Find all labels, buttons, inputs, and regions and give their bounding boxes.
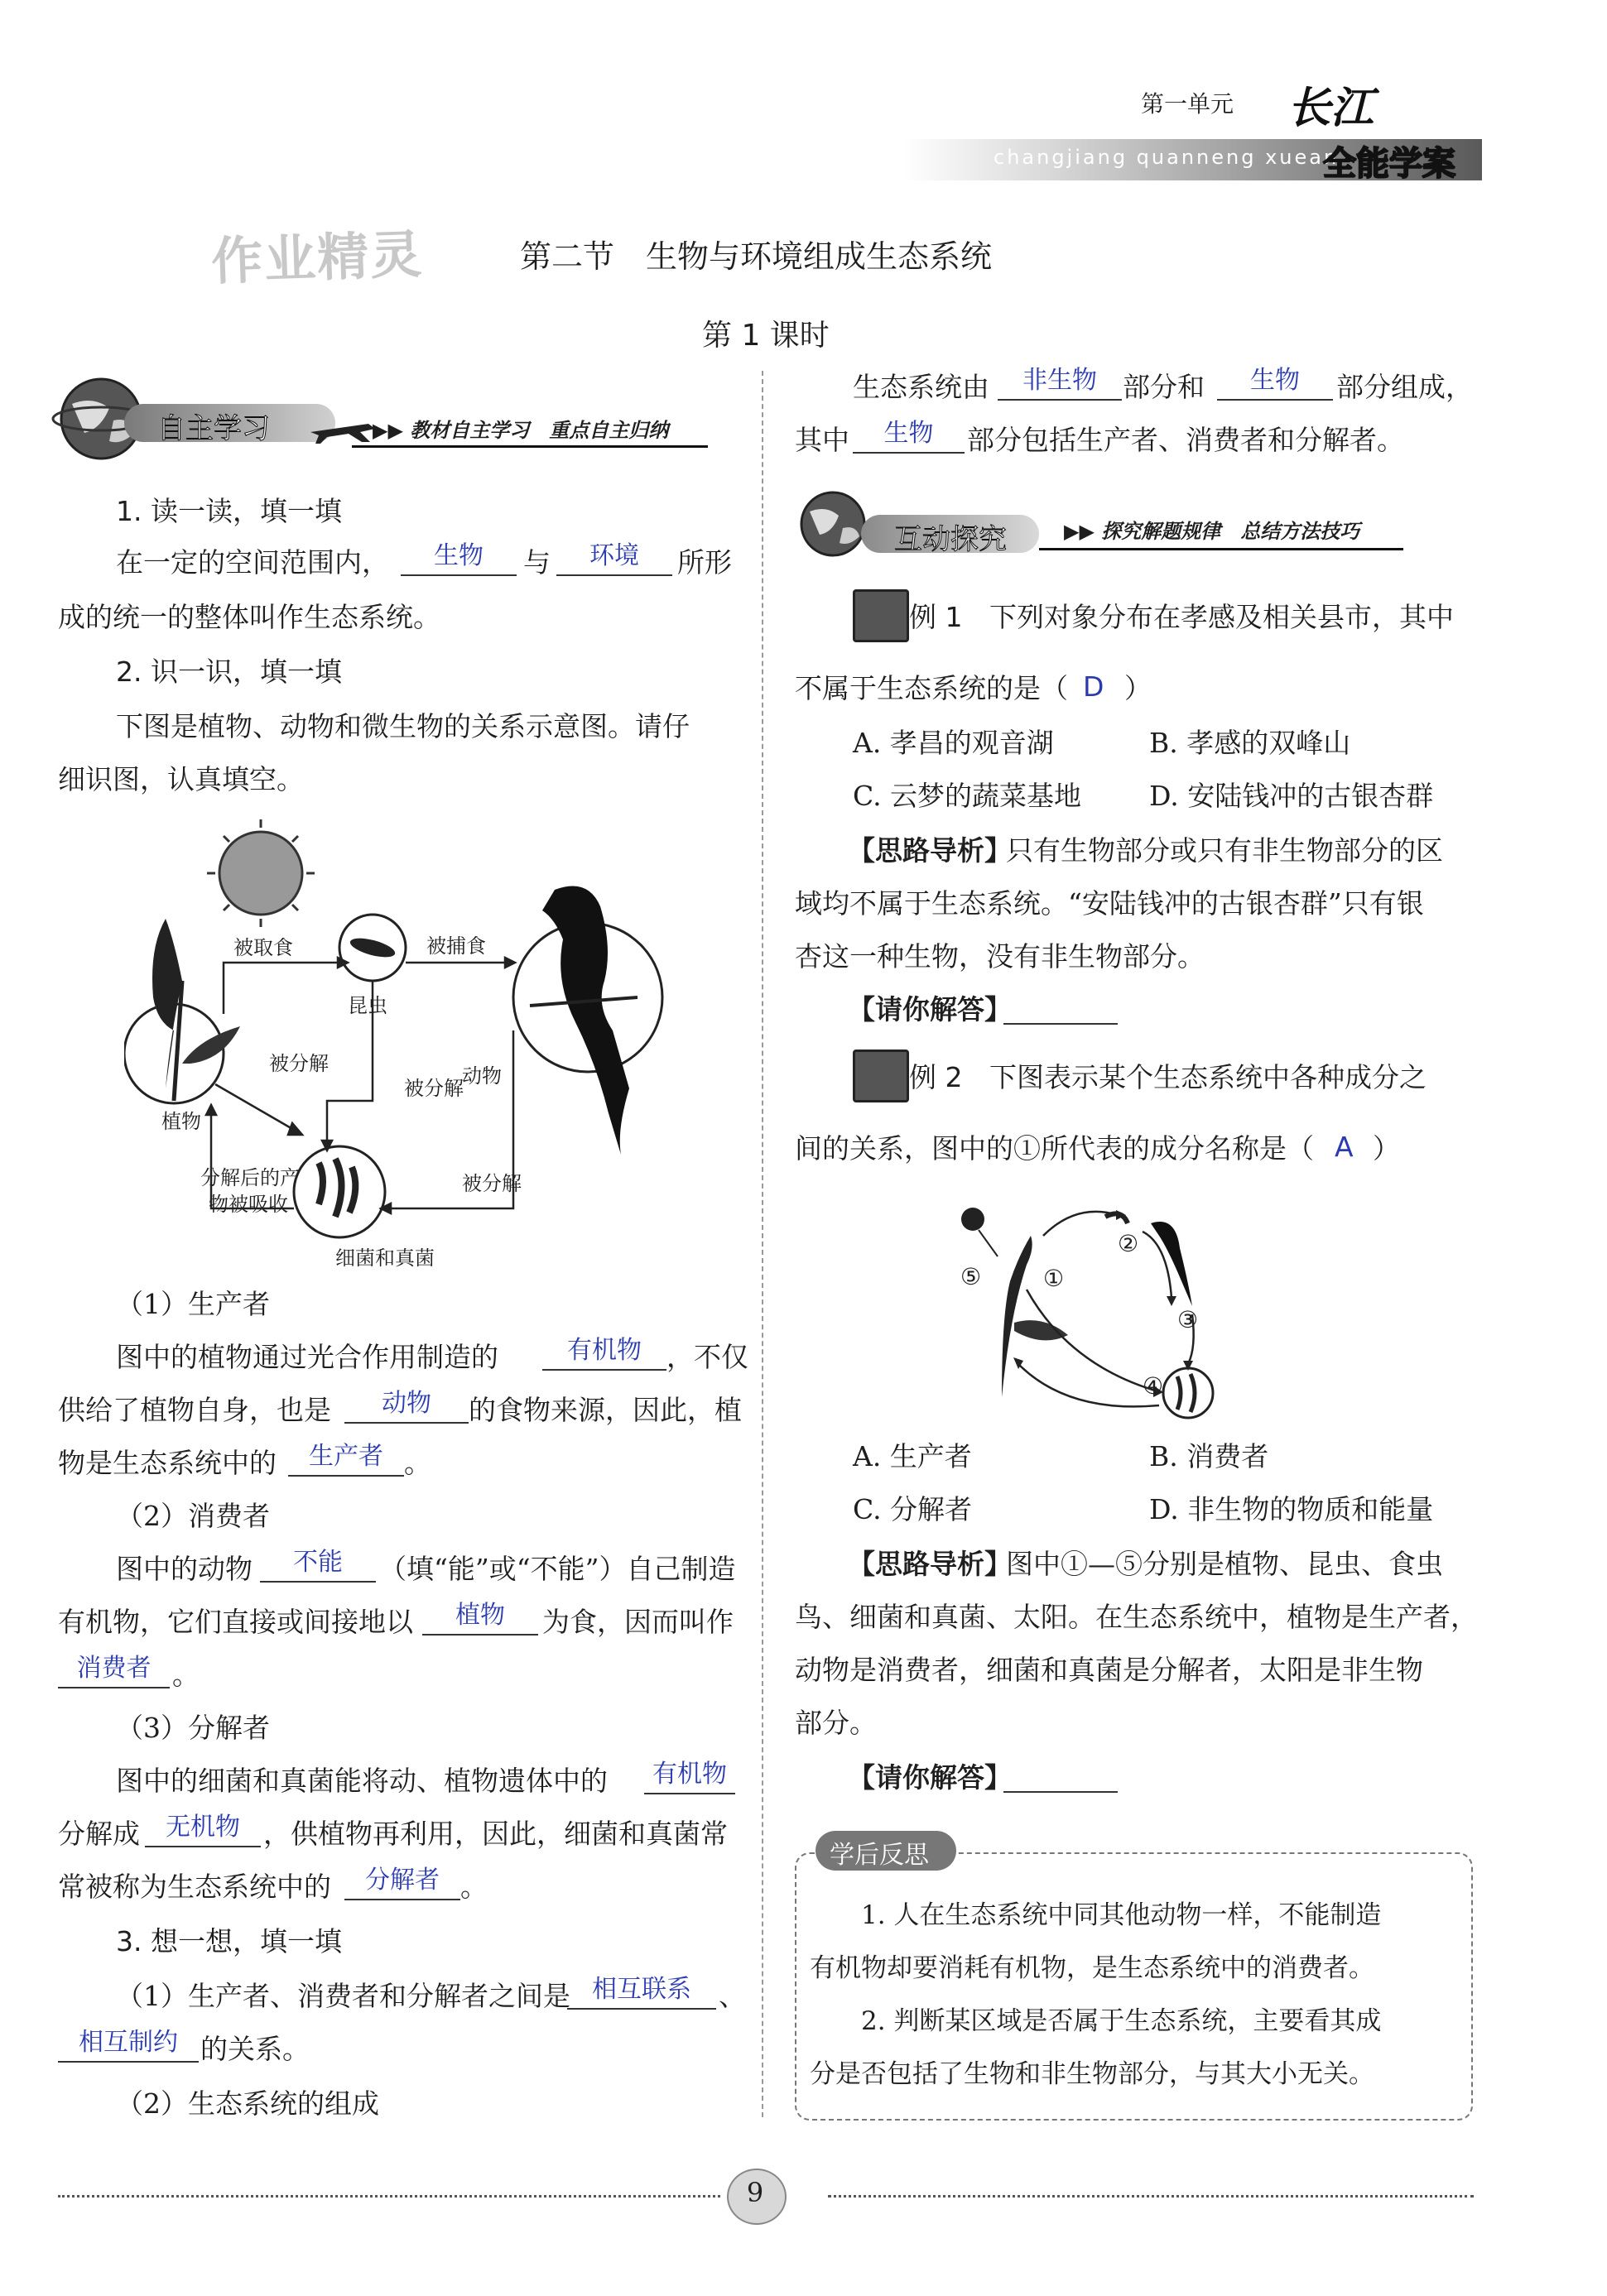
ex1-analysis-3: 杏这一种生物，没有非生物部分。: [795, 940, 1205, 973]
ex1-option-d[interactable]: D. 安陆钱冲的古银杏群: [1149, 780, 1434, 812]
slogan-underline: [352, 445, 708, 448]
footer-line-right: [828, 2195, 1474, 2198]
reflection-4: 分是否包括了生物和非生物部分，与其大小无关。: [810, 2059, 1374, 2089]
ex2-diagram: [952, 1198, 1283, 1422]
p3-answer-1[interactable]: 有机物: [644, 1760, 735, 1794]
p1-title: （1）生产者: [116, 1288, 270, 1320]
example-1-icon: [853, 589, 909, 642]
q1-title: 1. 读一读，填一填: [116, 495, 342, 527]
self-study-tag: 自主学习: [157, 412, 270, 445]
interact-slogan-text: 探究解题规律 总结方法技巧: [1101, 520, 1360, 543]
reflection-3: 2. 判断某区域是否属于生态系统，主要看其成: [861, 2006, 1382, 2036]
ex1-label: 例 1: [909, 601, 963, 633]
q3-title: 3. 想一想，填一填: [116, 1925, 342, 1957]
comp-line1-c: 部分组成，: [1336, 371, 1473, 403]
ex2-number-1: ①: [1043, 1265, 1065, 1292]
q3-answer-2[interactable]: 相互制约: [58, 2028, 199, 2063]
column-divider: [762, 371, 763, 2117]
p3-title: （3）分解者: [116, 1712, 270, 1744]
ex2-analysis-2: 鸟、细菌和真菌、太阳。在生态系统中，植物是生产者，: [795, 1601, 1478, 1633]
p1-line1-a: 图中的植物通过光合作用制造的: [116, 1341, 498, 1373]
brand-logo: 长江: [1287, 83, 1374, 133]
label-decomposed-3: 被分解: [462, 1172, 522, 1195]
ex2-line1: 下图表示某个生态系统中各种成分之: [989, 1061, 1427, 1093]
q3-answer-1[interactable]: 相互联系: [567, 1975, 716, 2010]
p1-line3-a: 物是生态系统中的: [58, 1447, 277, 1479]
p2-line1-a: 图中的动物: [116, 1553, 253, 1585]
ex2-close: ）: [1373, 1132, 1400, 1165]
p1-line1-b: ，不仅: [666, 1341, 748, 1373]
ex1-option-a[interactable]: A. 孝昌的观音湖: [853, 727, 1054, 759]
label-plant: 植物: [161, 1110, 201, 1133]
q2-title: 2. 识一识，填一填: [116, 656, 342, 688]
self-study-slogan-text: 教材自主学习 重点自主归纳: [410, 419, 669, 442]
ex2-analysis-1: 图中①—⑤分别是植物、昆虫、食虫: [1006, 1548, 1443, 1580]
reflection-1: 1. 人在生态系统中同其他动物一样，不能制造: [861, 1900, 1382, 1930]
q1-line1-c: 所形: [677, 546, 732, 579]
sun-icon: [961, 1208, 984, 1231]
q2-line1: 下图是植物、动物和微生物的关系示意图。请仔: [116, 710, 690, 742]
ex1-close: ）: [1124, 672, 1152, 704]
comp-line2-b: 部分包括生产者、消费者和分解者。: [967, 424, 1404, 456]
q3-line2-b: 的关系。: [200, 2033, 310, 2065]
ex1-answer[interactable]: D: [1083, 670, 1104, 703]
p1-answer-1[interactable]: 有机物: [542, 1336, 666, 1371]
ex2-number-5: ⑤: [960, 1263, 982, 1290]
ex1-option-b[interactable]: B. 孝感的双峰山: [1149, 727, 1351, 759]
label-absorb-2: 物被吸收: [209, 1193, 288, 1216]
p2-line2-b: 为食，因而叫作: [542, 1606, 734, 1638]
p1-answer-2[interactable]: 动物: [344, 1389, 469, 1424]
lesson-title: 第 1 课时: [702, 319, 830, 353]
p3-answer-3[interactable]: 分解者: [344, 1866, 460, 1900]
p1-line2-a: 供给了植物自身，也是: [58, 1394, 331, 1426]
footer-line-left: [58, 2195, 720, 2198]
ex2-label: 例 2: [909, 1061, 963, 1093]
label-insect: 昆虫: [348, 994, 387, 1017]
ex2-option-a[interactable]: A. 生产者: [853, 1440, 972, 1472]
self-study-slogan: ▶▶ 教材自主学习 重点自主归纳: [373, 419, 669, 442]
watermark: 作业精灵: [209, 223, 425, 292]
p3-line3-a: 常被称为生态系统中的: [58, 1871, 331, 1903]
p2-answer-1[interactable]: 不能: [260, 1548, 376, 1583]
ex2-analysis-tag: 【思路导析】: [848, 1548, 1012, 1580]
q1-answer-2[interactable]: 环境: [556, 541, 672, 576]
q3-line1-a: （1）生产者、消费者和分解者之间是: [116, 1980, 570, 2012]
p1-line2-b: 的食物来源，因此，植: [469, 1394, 742, 1426]
q1-answer-1[interactable]: 生物: [401, 541, 517, 576]
p3-answer-2[interactable]: 无机物: [145, 1813, 261, 1847]
ex2-analysis-4: 部分。: [795, 1707, 877, 1739]
ex1-answer-tag: 【请你解答】: [848, 993, 1012, 1026]
page-number: 9: [746, 2177, 764, 2208]
p3-line1-a: 图中的细菌和真菌能将动、植物遗体中的: [116, 1765, 608, 1797]
sun-icon: [207, 819, 315, 927]
ex2-option-b[interactable]: B. 消费者: [1149, 1440, 1269, 1472]
p2-answer-3[interactable]: 消费者: [58, 1654, 170, 1688]
ex1-line2: 不属于生态系统的是（: [795, 672, 1068, 704]
interact-slogan: ▶▶ 探究解题规律 总结方法技巧: [1064, 520, 1360, 543]
reflection-2: 有机物却要消耗有机物，是生态系统中的消费者。: [810, 1953, 1374, 1983]
ex2-option-c[interactable]: C. 分解者: [853, 1493, 973, 1525]
label-eaten: 被取食: [233, 936, 293, 959]
q1-line2: 成的统一的整体叫作生态系统。: [58, 601, 440, 633]
comp-line1-a: 生态系统由: [853, 371, 989, 403]
food-web-diagram: [124, 815, 687, 1270]
example-2-icon: [853, 1050, 909, 1102]
comp-line2-a: 其中: [795, 424, 849, 456]
p2-line3-b: 。: [172, 1659, 200, 1691]
p2-title: （2）消费者: [116, 1500, 270, 1532]
ex1-analysis-2: 域均不属于生态系统。“安陆钱冲的古银杏群”只有银: [795, 887, 1424, 920]
comp-line1-b: 部分和: [1123, 371, 1205, 403]
comp-answer-2[interactable]: 生物: [1217, 366, 1333, 401]
ex2-number-4: ④: [1143, 1372, 1164, 1400]
section-title: 第二节 生物与环境组成生态系统: [520, 238, 993, 275]
q3-line1-b: 、: [719, 1980, 746, 2012]
q2-line2: 细识图，认真填空。: [58, 763, 304, 795]
p1-answer-3[interactable]: 生产者: [288, 1442, 404, 1477]
label-bacteria: 细菌和真菌: [335, 1246, 435, 1270]
q3-line3: （2）生态系统的组成: [116, 2087, 379, 2120]
reflection-tag: 学后反思: [830, 1841, 929, 1870]
p2-line1-b: （填“能”或“不能”）自己制造: [379, 1553, 736, 1585]
ex2-answer[interactable]: A: [1335, 1131, 1354, 1163]
ex2-option-d[interactable]: D. 非生物的物质和能量: [1149, 1493, 1434, 1525]
brand-name: 全能学案: [1323, 145, 1455, 183]
label-decomposed-1: 被分解: [269, 1052, 329, 1075]
q1-line1-a: 在一定的空间范围内，: [116, 546, 389, 579]
interact-underline: [1039, 548, 1403, 550]
p3-line2-a: 分解成: [58, 1818, 140, 1850]
header-pinyin: changjiang quanneng xuean: [994, 146, 1340, 169]
label-animal: 动物: [462, 1064, 502, 1088]
ex1-answer-blank[interactable]: [1003, 1023, 1118, 1025]
ex2-number-3: ③: [1177, 1306, 1199, 1333]
ex2-answer-blank[interactable]: [1003, 1791, 1118, 1793]
ex2-number-2: ②: [1118, 1230, 1139, 1257]
q1-line1-b: 与: [523, 546, 551, 579]
comp-answer-3[interactable]: 生物: [853, 419, 965, 454]
p2-answer-2[interactable]: 植物: [422, 1601, 538, 1636]
ex1-analysis-tag: 【思路导析】: [848, 834, 1012, 867]
plane-icon: [310, 414, 377, 447]
p2-line2-a: 有机物，它们直接或间接地以: [58, 1606, 413, 1638]
comp-answer-1[interactable]: 非生物: [998, 366, 1122, 401]
ex1-option-c[interactable]: C. 云梦的蔬菜基地: [853, 780, 1082, 812]
label-decomposed-2: 被分解: [404, 1077, 464, 1100]
p3-line3-b: 。: [460, 1871, 488, 1903]
ex2-analysis-3: 动物是消费者，细菌和真菌是分解者，太阳是非生物: [795, 1654, 1423, 1686]
label-absorb-1: 分解后的产: [200, 1166, 300, 1189]
interact-tag: 互动探究: [894, 523, 1007, 556]
p1-line3-b: 。: [404, 1447, 431, 1479]
ex2-line2: 间的关系，图中的①所代表的成分名称是（: [795, 1132, 1314, 1165]
ex1-analysis-1: 只有生物部分或只有非生物部分的区: [1006, 834, 1443, 867]
unit-label: 第一单元: [1141, 90, 1234, 118]
p3-line2-b: ，供植物再利用，因此，细菌和真菌常: [263, 1818, 728, 1850]
ex1-line1: 下列对象分布在孝感及相关县市，其中: [989, 601, 1454, 633]
ex2-answer-tag: 【请你解答】: [848, 1761, 1012, 1794]
label-caught: 被捕食: [426, 934, 486, 958]
